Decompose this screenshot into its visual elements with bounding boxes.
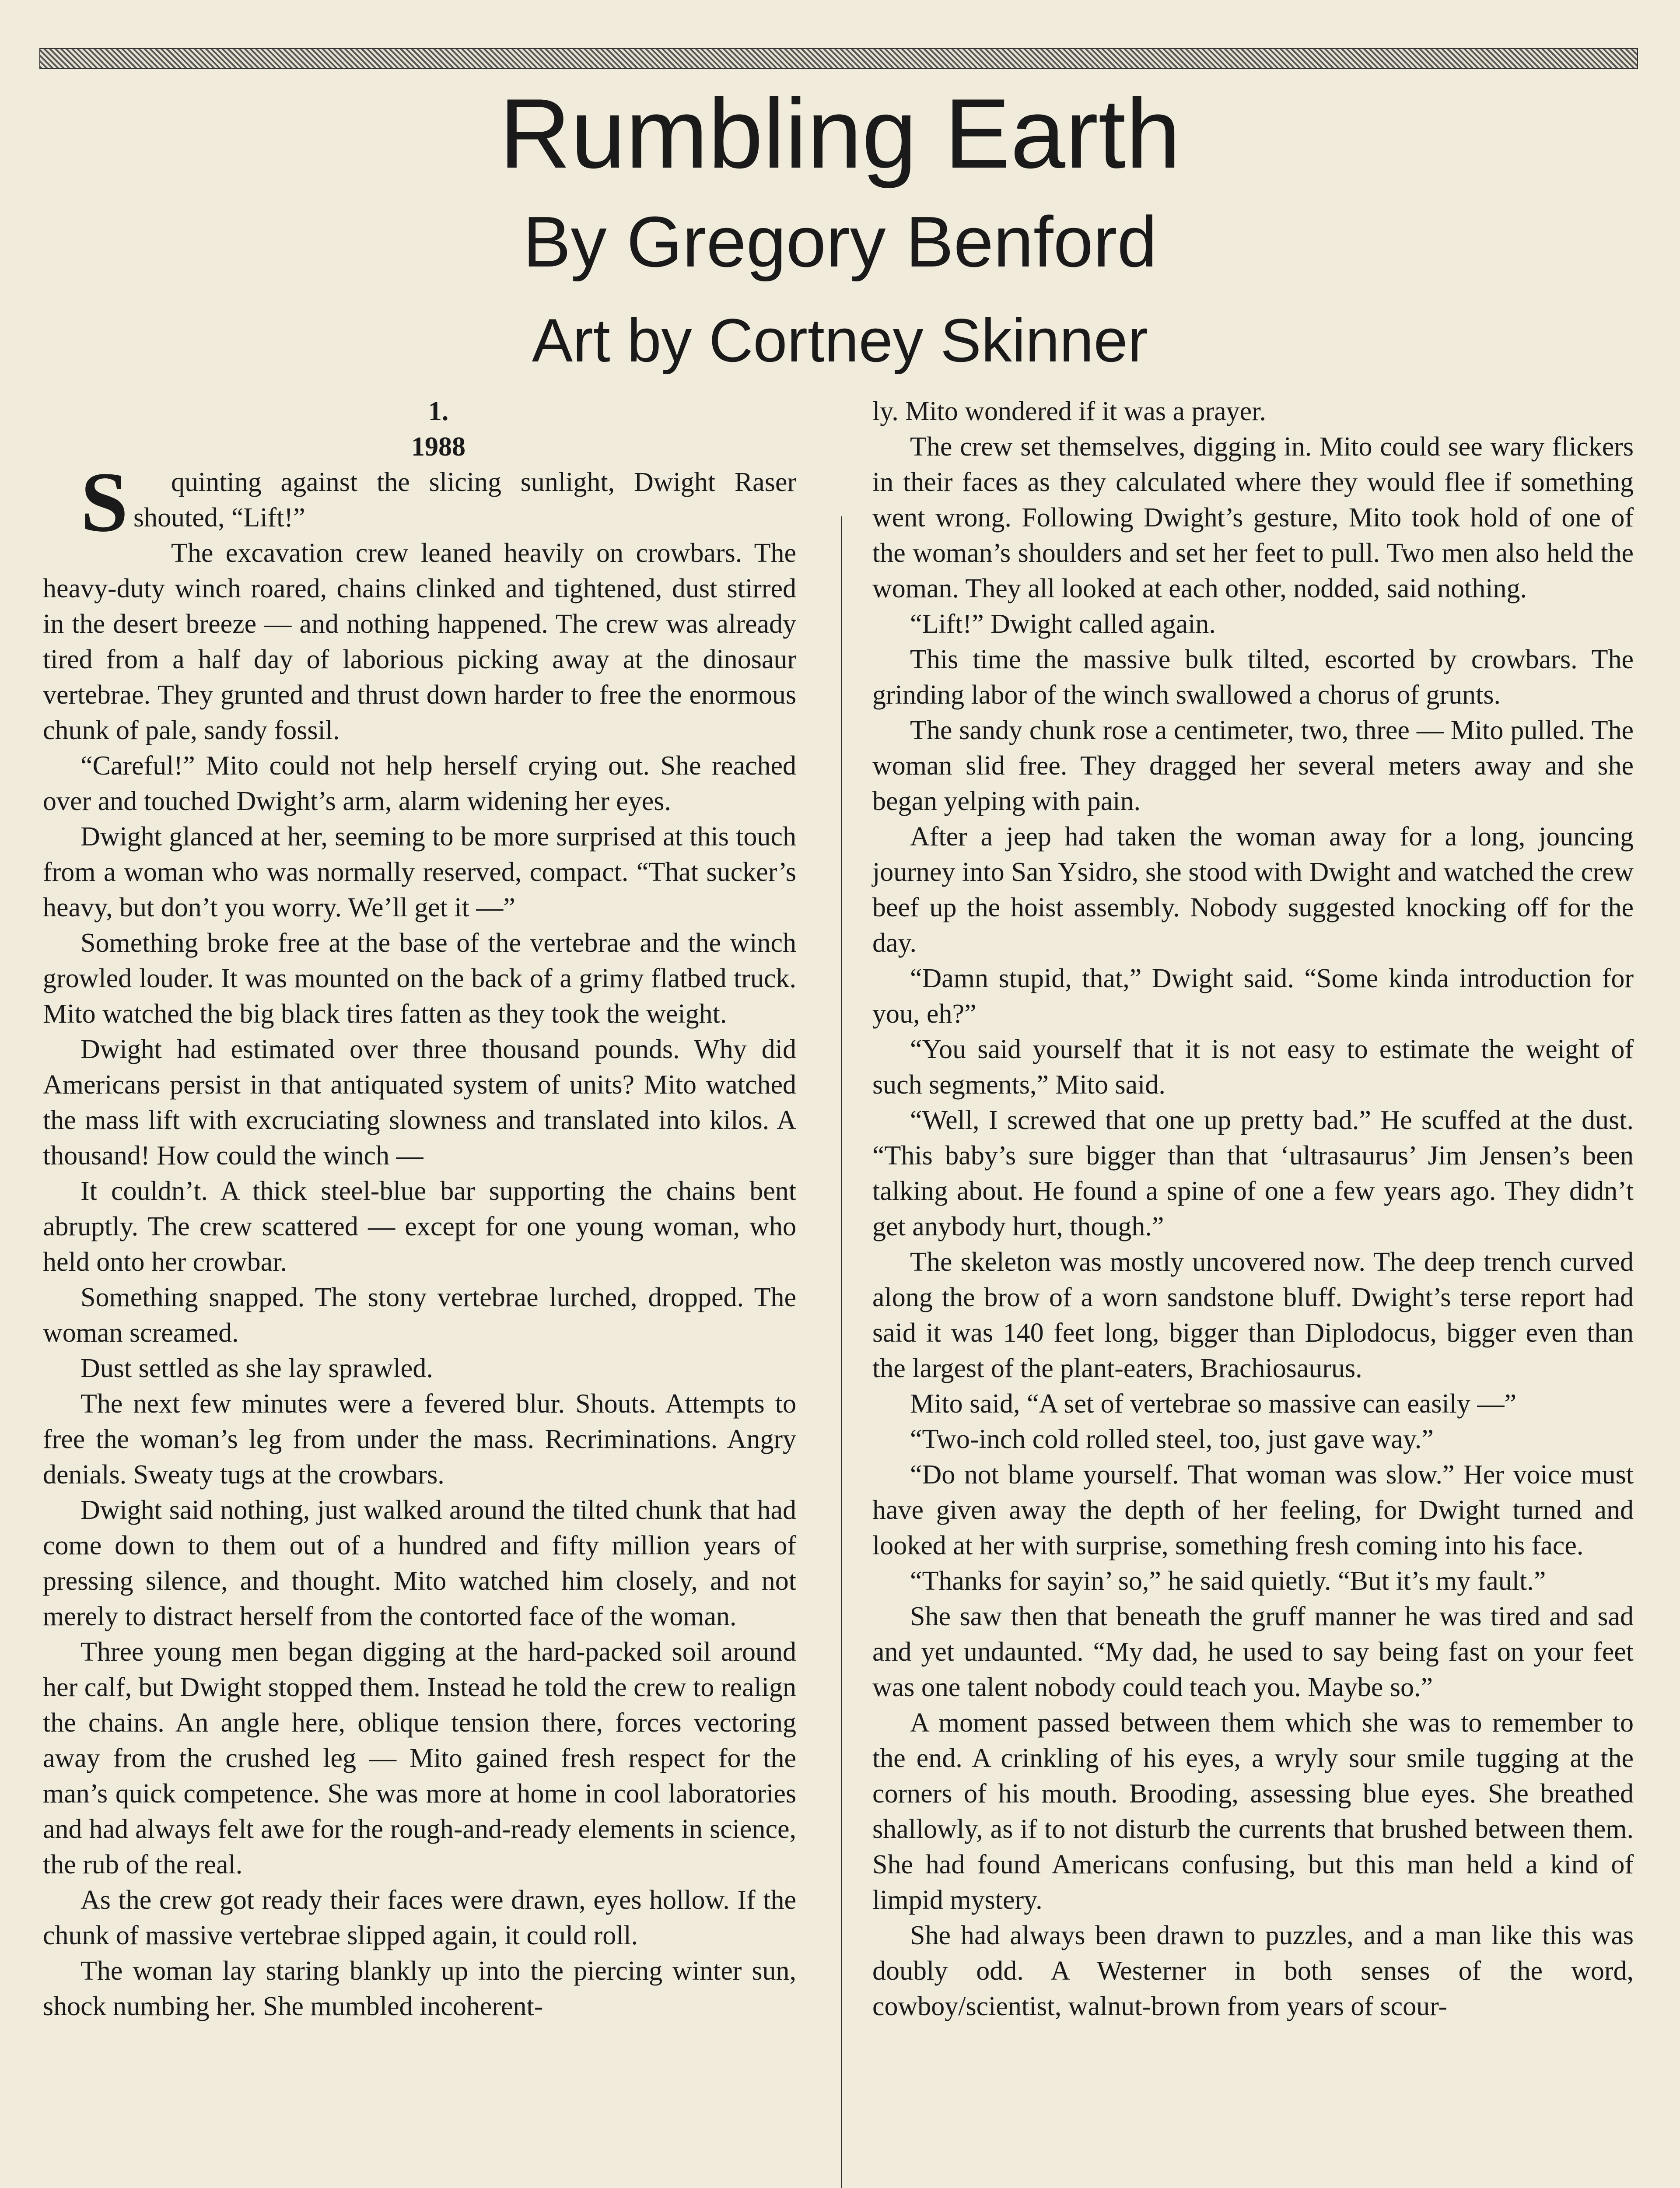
paragraph: “You said yourself that it is not easy to estimate the weight of such segments,” Mito said. [872, 1034, 1634, 1100]
paragraph: After a jeep had taken the woman away for a long, jouncing journey into San Ysidro, she stood with Dwight and watched the crew beef up the hoist assembly. Nobody suggested knocking off for the day. [872, 822, 1634, 958]
paragraph: This time the massive bulk tilted, escorted by crowbars. The grinding labor of the winch swallowed a chorus of grunts. [872, 645, 1634, 710]
story-title: Rumbling Earth [499, 78, 1181, 189]
section-number: 1. [428, 396, 449, 426]
paragraph-continuation: ly. Mito wondered if it was a prayer. [872, 396, 1266, 426]
decorative-header-bar [39, 48, 1638, 69]
paragraph: Dwight said nothing, just walked around the tilted chunk that had come down to them out of a hundred and fifty million years of pressing silence, and thought. Mito watched him closely, and not merely to distract herself from the contorted face of the woman. [43, 1495, 796, 1631]
paragraph: Something broke free at the base of the vertebrae and the winch growled louder. It was mounted on the back of a grimy flatbed truck. Mito watched the big black tires fatten as they took the weight. [43, 928, 796, 1029]
paragraph: “Two-inch cold rolled steel, too, just gave way.” [910, 1424, 1434, 1454]
art-credit: Art by Cortney Skinner [532, 306, 1148, 375]
paragraph: The sandy chunk rose a centimeter, two, three — Mito pulled. The woman slid free. They dragged her several meters away and she began yelping with pain. [872, 715, 1634, 816]
paragraph: Dust settled as she lay sprawled. [80, 1353, 433, 1383]
paragraph: The crew set themselves, digging in. Mito could see wary flickers in their faces as they calculated where they would flee if something went wrong. Following Dwight’s gesture, Mito took hold of one of the woman’s shoulders and set her feet to pull. Two men also held the woman. They all looked at each other, nodded, said nothing. [872, 432, 1634, 603]
paragraph: The next few minutes were a fevered blur. Shouts. Attempts to free the woman’s leg from under the mass. Recriminations. Angry denials. Sweaty tugs at the crowbars. [43, 1389, 796, 1490]
paragraph: “Do not blame yourself. That woman was slow.” Her voice must have given away the depth of her feeling, for Dwight turned and looked at her with surprise, something fresh coming into his face. [872, 1460, 1634, 1560]
paragraph: “Careful!” Mito could not help herself crying out. She reached over and touched Dwight’s arm, alarm widening her eyes. [43, 751, 796, 816]
paragraph: As the crew got ready their faces were drawn, eyes hollow. If the chunk of massive vertebrae slipped again, it could roll. [43, 1885, 796, 1950]
paragraph: A moment passed between them which she was to remember to the end. A crinkling of his eyes, a wryly sour smile tugging at the corners of his mouth. Brooding, assessing blue eyes. She breathed shallowly, as if to not disturb the currents that brushed between them. She had found Americans confusing, but this man held a kind of limpid mystery. [872, 1708, 1634, 1915]
drop-cap: S [80, 455, 129, 550]
title-block [0, 79, 1680, 380]
column-divider [841, 516, 842, 2188]
paragraph: “Thanks for sayin’ so,” he said quietly. “But it’s my fault.” [910, 1566, 1546, 1596]
paragraph: Dwight glanced at her, seeming to be more surprised at this touch from a woman who was normally reserved, compact. “That sucker’s heavy, but don’t you worry. We’ll get it —” [43, 822, 796, 922]
paragraph: Three young men began digging at the hard-packed soil around her calf, but Dwight stopped them. Instead he told the crew to realign the chains. An angle here, oblique tension there, forces vectoring away from the crushed leg — Mito gained fresh respect for the man’s quick competence. She was more at home in cool laboratories and had always felt awe for the rough-and-ready elements in science, the rub of the real. [43, 1637, 796, 1879]
paragraph: Something snapped. The stony vertebrae lurched, dropped. The woman screamed. [43, 1283, 796, 1348]
right-column [872, 394, 1634, 2024]
paragraph: It couldn’t. A thick steel-blue bar supporting the chains bent abruptly. The crew scattered — except for one young woman, who held onto her crowbar. [43, 1176, 796, 1277]
paragraph: She had always been drawn to puzzles, and a man like this was doubly odd. A Westerner in both senses of the word, cowboy/scientist, walnut-brown from years of scour- [872, 1921, 1634, 2021]
paragraph: The woman lay staring blankly up into the piercing winter sun, shock numbing her. She mumbled incoherent- [43, 1956, 796, 2021]
paragraph: The excavation crew leaned heavily on crowbars. The heavy-duty winch roared, chains clinked and tightened, dust stirred in the desert breeze — and nothing happened. The crew was already tired from a half day of laborious picking away at the dinosaur vertebrae. They grunted and thrust down harder to free the enormous chunk of pale, sandy fossil. [43, 538, 796, 745]
paragraph: Dwight had estimated over three thousand pounds. Why did Americans persist in that antiquated system of units? Mito watched the mass lift with excruciating slowness and translated into kilos. A thousand! How could the winch — [43, 1034, 796, 1171]
paragraph: The skeleton was mostly uncovered now. The deep trench curved along the brow of a worn sandstone bluff. Dwight’s terse report had said it was 140 feet long, bigger than Diplodocus, bigger even than the largest of the plant-eaters, Brachiosaurus. [872, 1247, 1634, 1383]
opening-paragraph [43, 455, 796, 550]
left-column [43, 394, 796, 2024]
paragraph: “Damn stupid, that,” Dwight said. “Some kinda introduction for you, eh?” [872, 964, 1634, 1029]
paragraph: She saw then that beneath the gruff manner he was tired and sad and yet undaunted. “My dad, he used to say being fast on your feet was one talent nobody could teach you. Maybe so.” [872, 1602, 1634, 1702]
section-year: 1988 [411, 432, 466, 462]
paragraph: “Well, I screwed that one up pretty bad.” He scuffed at the dust. “This baby’s sure bigger than that ‘ultrasaurus’ Jim Jensen’s been talking about. He found a spine of one a few years ago. They didn’t get anybody hurt, though.” [872, 1105, 1634, 1241]
paragraph: Mito said, “A set of vertebrae so massive can easily —” [910, 1389, 1516, 1419]
opening-paragraph-text: quinting against the slicing sunlight, Dwight Raser shouted, “Lift!” [133, 467, 796, 533]
author-byline: By Gregory Benford [523, 202, 1157, 282]
paragraph: “Lift!” Dwight called again. [910, 609, 1216, 639]
